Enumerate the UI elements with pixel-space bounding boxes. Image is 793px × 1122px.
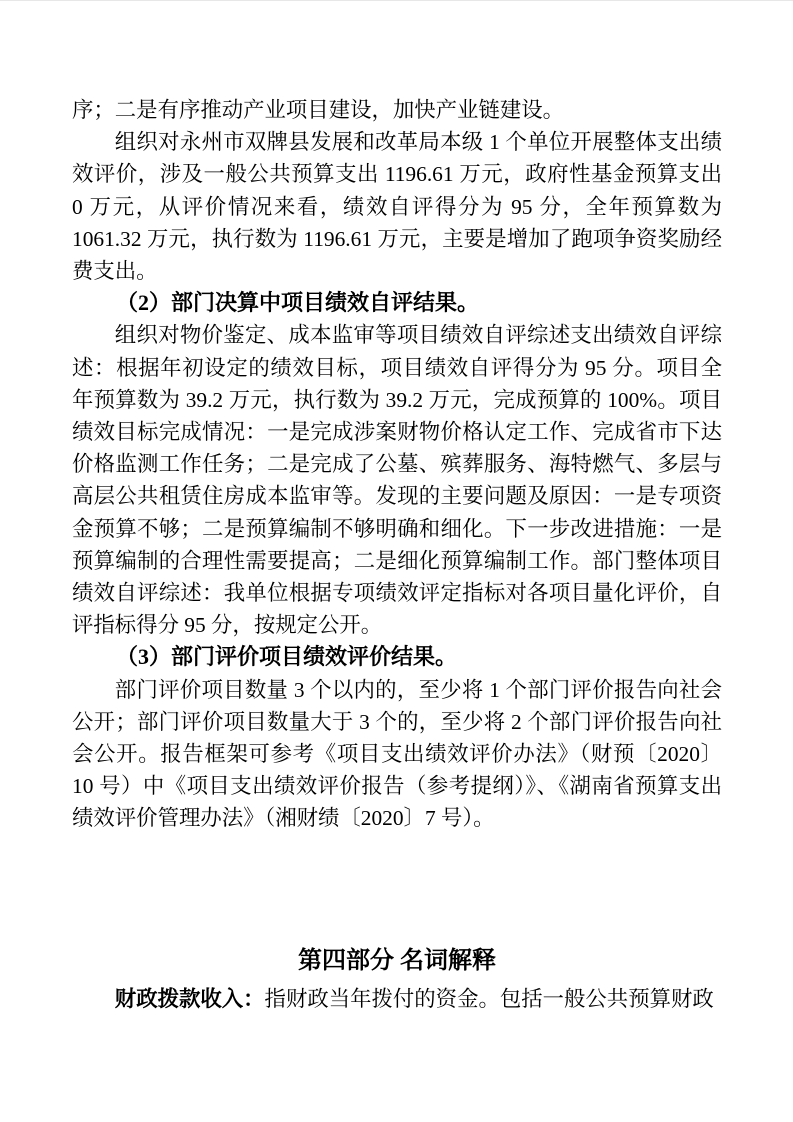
document-content bbox=[72, 94, 722, 1015]
heading-department-evaluation-result: （3）部门评价项目绩效评价结果。 bbox=[116, 644, 458, 670]
paragraph-overall-expenditure-evaluation: 组织对永州市双牌县发展和改革局本级 1 个单位开展整体支出绩效评价，涉及一般公共预算支出 1196.61 万元，政府性基金预算支出 0 万元，从评价情况来看，绩效自评得分为 95 分，全年预算数为 1061.32 万元，执行数为 1196.61 万元，主要是增加了跑项争资奖励经费支出。 bbox=[72, 130, 722, 284]
term-fiscal-appropriation-income: 财政拨款收入： bbox=[114, 986, 265, 1011]
term-definition-text: 指财政当年拨付的资金。包括一般公共预算财政 bbox=[264, 986, 714, 1011]
paragraph-continuation: 序；二是有序推动产业项目建设，加快产业链建设。 bbox=[72, 98, 564, 122]
paragraph-project-self-evaluation: 组织对物价鉴定、成本监审等项目绩效自评综述支出绩效自评综述：根据年初设定的绩效目标，项目绩效自评得分为 95 分。项目全年预算数为 39.2 万元，执行数为 39.2 万元，完成预算的 100%。项目绩效目标完成情况：一是完成涉案财物价格认定工作、完成省市下达价格监测工作任务；二是完成了公墓、殡葬服务、海特燃气、多层与高层公共租赁住房成本监审等。发现的主要问题及原因：一是专项资金预算不够；二是预算编制不够明确和细化。下一步改进措施：一是预算编制的合理性需要提高；二是细化预算编制工作。部门整体项目绩效自评综述：我单位根据专项绩效评定指标对各项目量化评价，自评指标得分 95 分，按规定公开。 bbox=[72, 323, 722, 638]
section-heading-part-four-glossary: 第四部分 名词解释 bbox=[298, 947, 496, 974]
paragraph-term-definition bbox=[72, 983, 722, 1015]
heading-project-self-evaluation-result: （2）部门决算中项目绩效自评结果。 bbox=[116, 290, 480, 316]
paragraph-department-evaluation: 部门评价项目数量 3 个以内的，至少将 1 个部门评价报告向社会公开；部门评价项目数量大于 3 个的，至少将 2 个部门评价报告向社会公开。报告框架可参考《项目支出绩效评价办法》（财预〔2020〕10 号）中《项目支出绩效评价报告（参考提纲）》、《湖南省预算支出绩效评价管理办法》（湘财绩〔2020〕7 号）。 bbox=[72, 677, 722, 831]
